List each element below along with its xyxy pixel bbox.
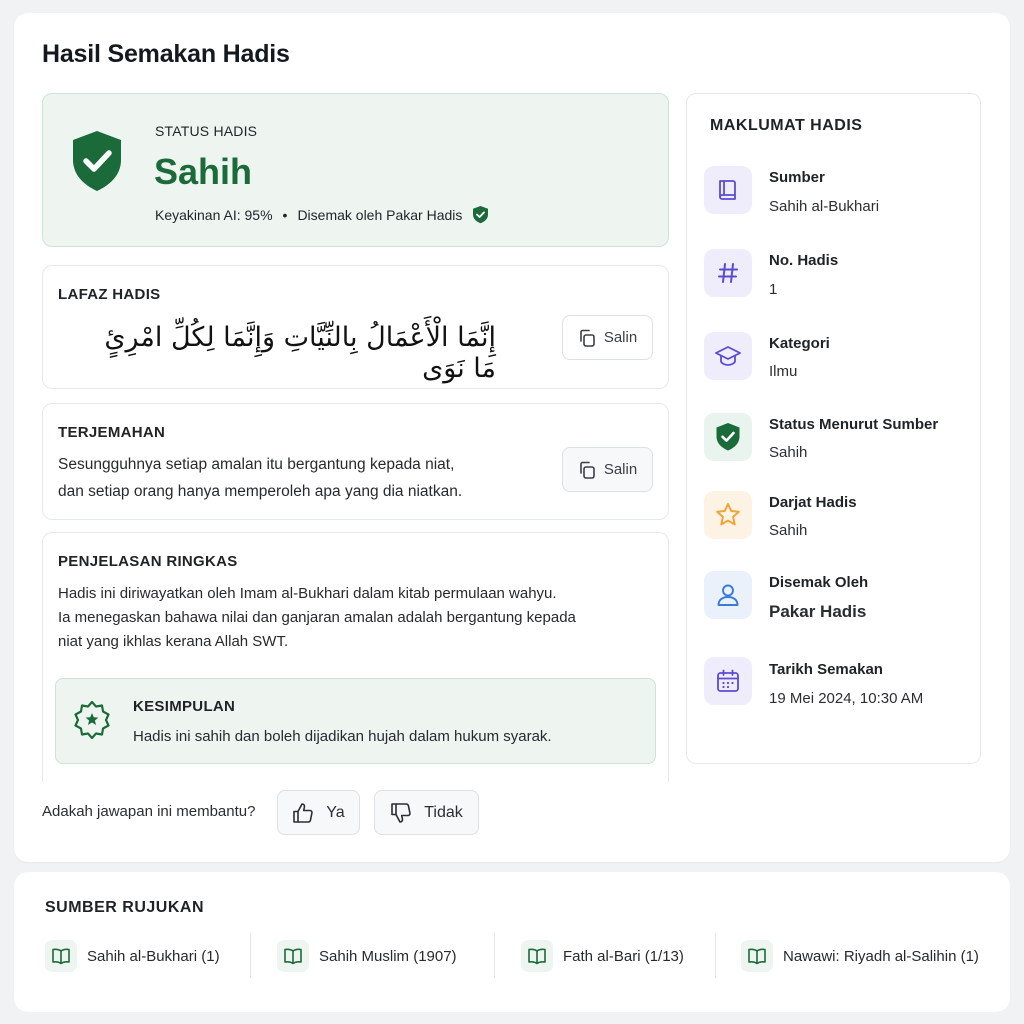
thumbs-down-icon <box>390 802 412 824</box>
book-icon <box>704 166 752 214</box>
arabic-text: إِنَّمَا الْأَعْمَالُ بِالنِّيَّاتِ وَإِنَّمَا لِكُلِّ امْرِئٍ مَا نَوَى <box>104 322 496 384</box>
open-book-icon <box>277 940 309 972</box>
reference-label: Nawawi: Riyadh al-Salihin (1) <box>783 947 979 965</box>
info-label-date: Tarikh Semakan <box>769 661 883 678</box>
no-label: Tidak <box>424 803 463 821</box>
info-label-reviewer: Disemak Oleh <box>769 574 869 591</box>
user-icon <box>704 571 752 619</box>
info-value-category: Ilmu <box>769 363 798 380</box>
info-value-date: 19 Mei 2024, 10:30 AM <box>769 690 924 707</box>
star-icon <box>704 491 752 539</box>
status-meta <box>155 205 489 224</box>
page-title: Hasil Semakan Hadis <box>42 40 290 68</box>
yes-label: Ya <box>326 803 345 821</box>
lafaz-title: LAFAZ HADIS <box>58 286 161 303</box>
info-value-grade: Sahih <box>769 522 808 539</box>
confidence-text: Keyakinan AI: 95% <box>155 206 273 223</box>
copy-label: Salin <box>603 329 638 346</box>
divider <box>494 933 495 978</box>
explanation-title: PENJELASAN RINGKAS <box>58 553 238 570</box>
reference-item-muslim[interactable] <box>277 940 457 972</box>
open-book-icon <box>521 940 553 972</box>
divider <box>715 933 716 978</box>
explanation-line-3: niat yang ikhlas kerana Allah SWT. <box>58 633 289 650</box>
info-label-source-status: Status Menurut Sumber <box>769 416 939 433</box>
status-label: STATUS HADIS <box>155 123 258 139</box>
conclusion-title: KESIMPULAN <box>133 698 236 715</box>
graduation-cap-icon <box>704 332 752 380</box>
info-label-source: Sumber <box>769 169 825 186</box>
reference-label: Fath al-Bari (1/13) <box>563 947 684 965</box>
copy-label: Salin <box>603 461 638 478</box>
divider <box>250 933 251 978</box>
feedback-yes-button[interactable] <box>277 790 360 835</box>
info-value-number: 1 <box>769 281 778 298</box>
open-book-icon <box>45 940 77 972</box>
info-label-category: Kategori <box>769 335 830 352</box>
calendar-icon <box>704 657 752 705</box>
separator: • <box>282 206 288 223</box>
thumbs-up-icon <box>292 802 314 824</box>
hash-icon <box>704 249 752 297</box>
info-label-grade: Darjat Hadis <box>769 494 857 511</box>
translation-line-1: Sesungguhnya setiap amalan itu bergantung kepada niat, <box>58 456 455 473</box>
references-title: SUMBER RUJUKAN <box>45 899 205 916</box>
copy-translation-button[interactable] <box>562 447 653 492</box>
open-book-icon <box>741 940 773 972</box>
reference-label: Sahih Muslim (1907) <box>319 947 457 965</box>
info-label-number: No. Hadis <box>769 252 839 269</box>
reference-item-bukhari[interactable] <box>45 940 220 972</box>
conclusion-box <box>55 678 656 764</box>
explanation-line-2: Ia menegaskan bahawa nilai dan ganjaran amalan adalah bergantung kepada <box>58 609 576 626</box>
translation-line-2: dan setiap orang hanya memperoleh apa yang dia niatkan. <box>58 483 463 500</box>
badge-star-icon <box>72 699 112 739</box>
info-title: MAKLUMAT HADIS <box>710 117 863 134</box>
info-value-source: Sahih al-Bukhari <box>769 198 880 215</box>
explanation-line-1: Hadis ini diriwayatkan oleh Imam al-Bukhari dalam kitab permulaan wahyu. <box>58 585 557 602</box>
shield-check-icon <box>704 413 752 461</box>
reference-item-fath-al-bari[interactable] <box>521 940 684 972</box>
info-value-reviewer: Pakar Hadis <box>769 602 867 621</box>
reviewed-text: Disemak oleh Pakar Hadis <box>297 206 463 223</box>
copy-icon <box>578 329 596 347</box>
verified-shield-icon <box>472 205 489 224</box>
shield-check-icon <box>70 129 124 193</box>
status-value: Sahih <box>154 151 253 192</box>
info-value-source-status: Sahih <box>769 444 808 461</box>
reference-item-riyadh[interactable] <box>741 940 979 972</box>
feedback-no-button[interactable] <box>374 790 479 835</box>
copy-lafaz-button[interactable] <box>562 315 653 360</box>
copy-icon <box>578 461 596 479</box>
feedback-question: Adakah jawapan ini membantu? <box>42 803 256 820</box>
translation-title: TERJEMAHAN <box>58 424 166 441</box>
reference-label: Sahih al-Bukhari (1) <box>87 947 220 965</box>
conclusion-text: Hadis ini sahih dan boleh dijadikan hujah dalam hukum syarak. <box>133 728 552 745</box>
